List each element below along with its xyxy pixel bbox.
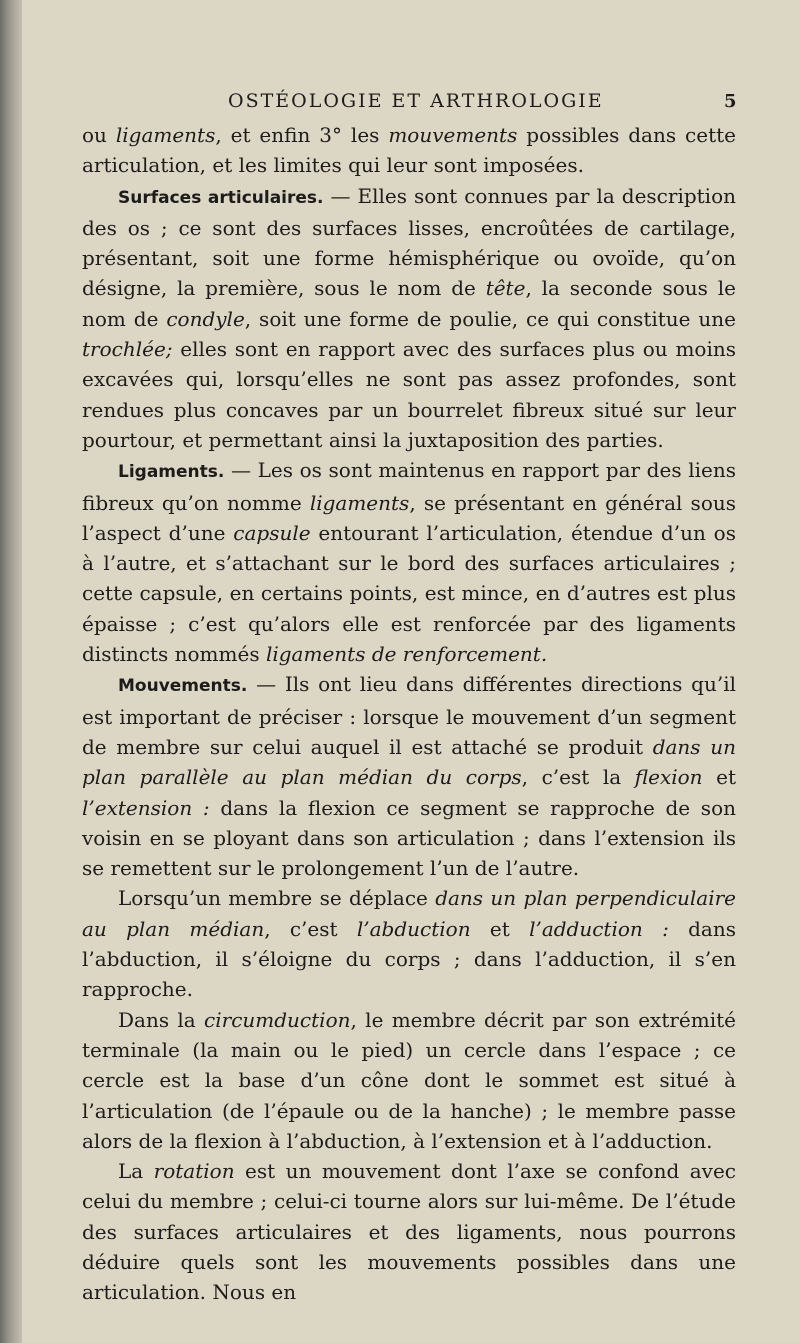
italic-term: tête	[485, 276, 526, 301]
page-header	[22, 88, 800, 118]
italic-term: ligaments	[115, 123, 216, 147]
italic-term: mouvements	[388, 123, 518, 147]
text-run: et	[470, 916, 530, 941]
text-run: possibles dans cette articulation, et les limites qui leur sont imposées.	[82, 123, 736, 178]
paragraph-surfaces-articulaires	[82, 181, 736, 456]
text-run: — Les os sont maintenus en rapport par des liens fibreux qu’on nomme	[82, 458, 736, 515]
running-head: OSTÉOLOGIE ET ARTHROLOGIE	[228, 90, 604, 112]
paragraph-ligaments	[82, 455, 736, 669]
text-run: Dans la	[118, 1007, 205, 1032]
italic-term: ligaments	[309, 490, 410, 515]
italic-term: trochlée;	[82, 337, 173, 362]
text-run: , c’est	[264, 916, 357, 941]
section-heading: Mouvements.	[118, 676, 248, 697]
text-run: La	[118, 1159, 154, 1184]
page-number: 5	[724, 91, 737, 112]
text-run: dans l’abduction, il s’éloigne du corps ; dans l’adduction, il s’en rapproche.	[82, 916, 736, 1002]
section-heading: Ligaments.	[118, 462, 225, 483]
italic-term: capsule	[233, 520, 311, 545]
italic-term: circumduction	[204, 1007, 351, 1032]
text-run: elles sont en rapport avec des surfaces plus ou moins excavées qui, lorsqu’elles ne sont pas assez profondes, sont rendues plus concaves par un bourrelet fibreux situé sur leur pourtour, et permettant ainsi la juxtaposition des parties.	[82, 337, 736, 452]
italic-term: l’extension :	[82, 795, 210, 820]
text-run: Lorsqu’un membre se déplace	[118, 886, 436, 911]
text-run: , la seconde sous le nom de	[82, 276, 736, 331]
italic-term: l’abduction	[356, 916, 471, 941]
book-spine-shadow	[0, 0, 22, 1343]
paragraph-rotation	[82, 1156, 736, 1307]
text-run: ou	[82, 123, 116, 147]
text-run: entourant l’articulation, étendue d’un os à l’autre, et s’attachant sur le bord des surfaces articulaires ; cette capsule, en certains points, est mince, en d’autres est plus épaisse ; c’est qu’alors elle est renforcée par des ligaments distincts nommés	[82, 520, 736, 667]
paragraph-circumduction	[82, 1005, 736, 1156]
paragraph-continuation	[82, 120, 736, 181]
italic-term: flexion	[634, 765, 703, 790]
text-run: , soit une forme de poulie, ce qui constitue une	[244, 306, 736, 331]
section-heading: Surfaces articulaires.	[118, 187, 324, 208]
text-run: , le membre décrit par son extrémité terminale (la main ou le pied) un cercle dans l’espace ; ce cercle est la base d’un cône dont le sommet est situé à l’articulation (de l’épaule ou de la hanche) ; le membre passe alors de la flexion à l’abduction, à l’extension et à l’adduction.	[82, 1007, 736, 1153]
book-page	[22, 0, 800, 1343]
text-run: , c’est la	[521, 765, 635, 790]
text-run: — Elles sont connues par la description des os ; ce sont des surfaces lisses, encroûtées de cartilage, présentant, soit une forme hémisphérique ou ovoïde, qu’on désigne, la première, sous le nom de	[82, 183, 736, 301]
paragraph-mouvements	[82, 669, 736, 883]
body-text	[82, 120, 736, 1308]
italic-term: ligaments de renforcement.	[265, 642, 548, 667]
text-run: , et enfin 3° les	[215, 123, 389, 147]
italic-term: rotation	[153, 1159, 235, 1184]
italic-term: condyle	[166, 306, 245, 331]
paragraph-abduction	[82, 883, 736, 1004]
italic-term: l’adduction :	[529, 916, 669, 941]
text-run: dans la flexion ce segment se rapproche de son voisin en se ployant dans son articulation ; dans l’extension ils se remettent sur le prolongement l’un de l’autre.	[82, 795, 736, 881]
text-run: et	[702, 765, 736, 790]
italic-term: dans un plan parallèle au plan médian du corps	[82, 734, 736, 790]
text-run: est un mouvement dont l’axe se confond avec celui du membre ; celui-ci tourne alors sur lui-même. De l’étude des surfaces articulaires et des ligaments, nous pourrons déduire quels sont les mouvements possibles dans une articulation. Nous en	[82, 1159, 736, 1305]
text-run: — Ils ont lieu dans différentes directions qu’il est important de préciser : lorsque le mouvement d’un segment de membre sur celui auquel il est attaché se produit	[82, 672, 736, 759]
text-run: , se présentant en général sous l’aspect d’une	[82, 490, 736, 545]
italic-term: dans un plan perpendiculaire au plan médian	[82, 886, 736, 941]
